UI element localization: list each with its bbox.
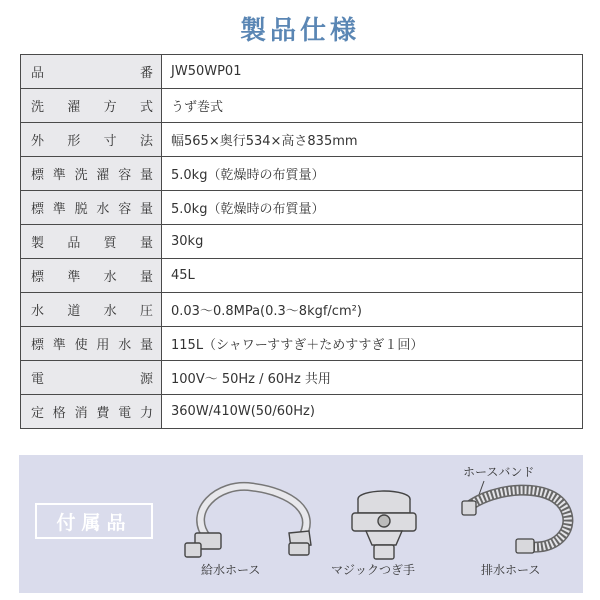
spec-value: 30kg <box>162 225 583 259</box>
spec-value: 幅565×奥行534×高さ835mm <box>162 123 583 157</box>
accessory-label-drain-hose: 排水ホース <box>481 563 541 577</box>
hose-band-callout: ホースバンド <box>463 465 535 479</box>
page-title: 製品仕様 <box>239 16 360 46</box>
spec-label-cell <box>21 395 162 429</box>
spec-row <box>21 395 583 429</box>
spec-label-cell <box>21 191 162 225</box>
spec-row <box>21 123 583 157</box>
spec-label-cell <box>21 327 162 361</box>
spec-row <box>21 225 583 259</box>
spec-label-cell <box>21 225 162 259</box>
spec-value: 100V～ 50Hz / 60Hz 共用 <box>162 361 583 395</box>
drain-hose-image <box>454 477 579 559</box>
spec-label: 水 道 水 圧 <box>31 304 153 319</box>
spec-value: うず巻式 <box>162 89 583 123</box>
spec-value: 5.0kg（乾燥時の布質量） <box>162 191 583 225</box>
spec-label-cell <box>21 89 162 123</box>
spec-label-cell <box>21 55 162 89</box>
spec-label: 外 形 寸 法 <box>31 134 153 149</box>
spec-label: 標 準 使 用 水 量 <box>31 338 153 353</box>
spec-row <box>21 157 583 191</box>
accessories-panel <box>19 455 583 593</box>
spec-value: 45L <box>162 259 583 293</box>
spec-row <box>21 55 583 89</box>
spec-value: 115L（シャワーすすぎ＋ためすすぎ１回） <box>162 327 583 361</box>
spec-value: 5.0kg（乾燥時の布質量） <box>162 157 583 191</box>
magic-joint-image <box>344 485 424 563</box>
spec-row <box>21 89 583 123</box>
spec-label: 製 品 質 量 <box>31 236 153 251</box>
accessory-label-magic-joint: マジックつぎ手 <box>331 563 416 577</box>
spec-row <box>21 191 583 225</box>
spec-value: 360W/410W(50/60Hz) <box>162 395 583 429</box>
accessories-heading: 付属品 <box>35 503 153 539</box>
spec-label-cell <box>21 157 162 191</box>
spec-row <box>21 327 583 361</box>
spec-value: JW50WP01 <box>162 55 583 89</box>
spec-row <box>21 259 583 293</box>
spec-label-cell <box>21 293 162 327</box>
spec-table <box>20 54 583 429</box>
spec-label-cell <box>21 361 162 395</box>
spec-label: 電 源 <box>31 372 153 387</box>
spec-label: 標 準 脱 水 容 量 <box>31 202 153 217</box>
accessory-label-water-supply-hose: 給水ホース <box>201 563 261 577</box>
spec-row <box>21 293 583 327</box>
spec-row <box>21 361 583 395</box>
spec-label: 定 格 消 費 電 力 <box>31 406 153 421</box>
spec-label-cell <box>21 259 162 293</box>
spec-value: 0.03～0.8MPa(0.3～8kgf/cm²) <box>162 293 583 327</box>
spec-label-cell <box>21 123 162 157</box>
spec-label: 洗 濯 方 式 <box>31 100 153 115</box>
spec-label: 品 番 <box>31 66 153 81</box>
spec-label: 標 準 洗 濯 容 量 <box>31 168 153 183</box>
water-supply-hose-image <box>177 477 327 562</box>
spec-label: 標 準 水 量 <box>31 270 153 285</box>
